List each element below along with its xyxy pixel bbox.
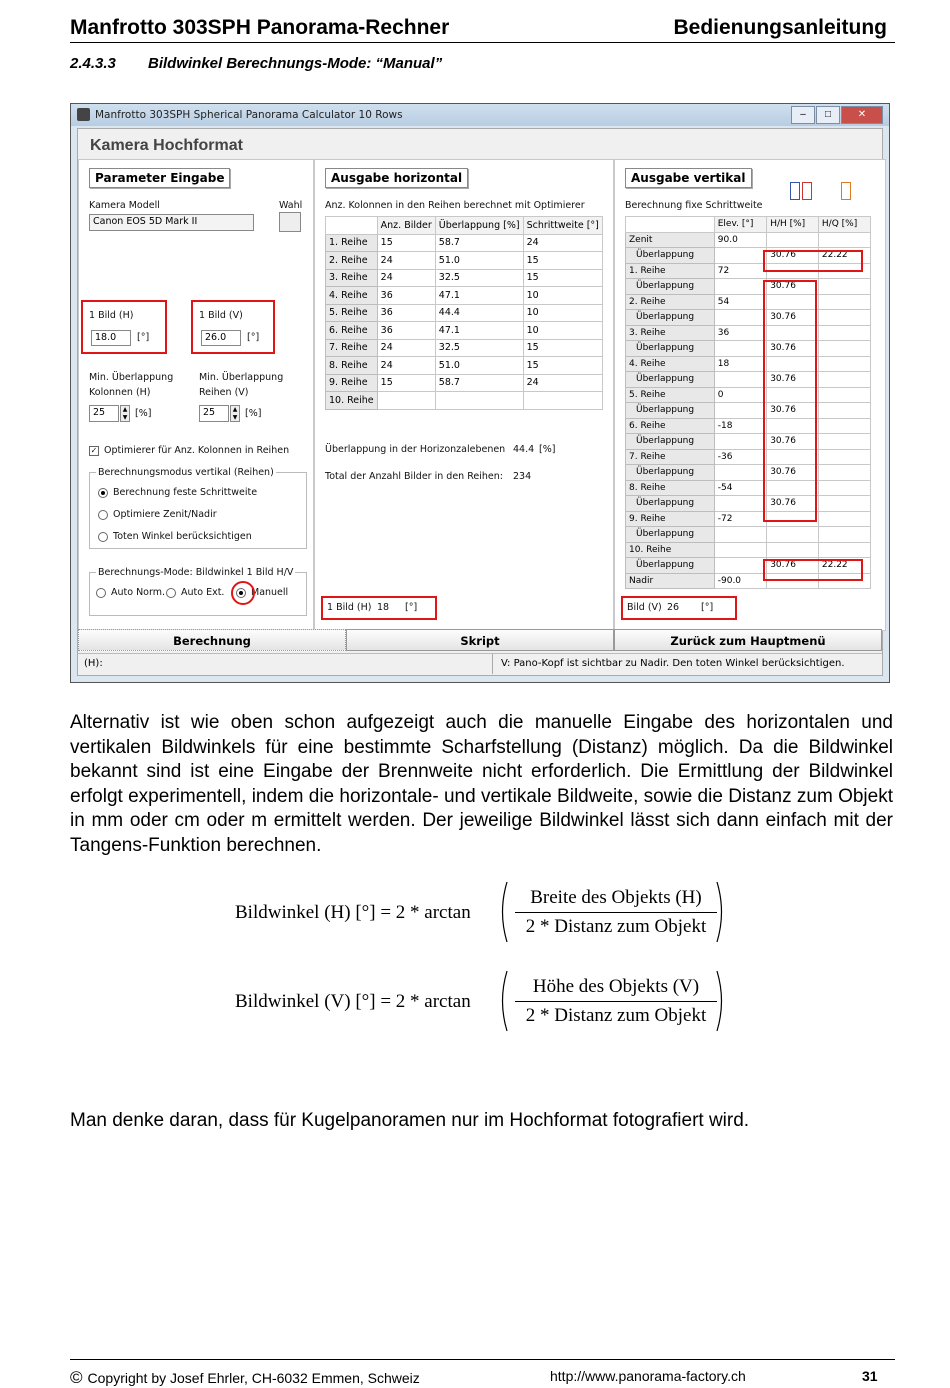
table-cell[interactable] (767, 542, 819, 558)
table-cell[interactable]: 22.22 (818, 558, 870, 574)
table-cell[interactable] (523, 392, 602, 410)
mode-bildwinkel-legend: Berechnungs-Mode: Bildwinkel 1 Bild H/V (98, 567, 294, 578)
table-cell[interactable]: 51.0 (435, 357, 523, 375)
table-cell[interactable]: 58.7 (435, 234, 523, 252)
row-label: 6. Reihe (326, 322, 378, 340)
portrait-rows-icon[interactable] (790, 182, 800, 200)
window-titlebar[interactable] (71, 104, 889, 126)
table-cell[interactable]: 54 (714, 294, 766, 310)
total-value: 234 (513, 471, 532, 482)
option-label: Manuell (251, 587, 289, 598)
table-cell[interactable]: 30.76 (767, 310, 819, 326)
table-cell[interactable]: -90.0 (714, 573, 766, 589)
section-title: Bildwinkel Berechnungs-Mode: “Manual” (148, 55, 443, 72)
table-row (326, 392, 603, 410)
vgrid-column-header: H/H [%] (767, 217, 819, 233)
minimize-button[interactable]: – (791, 106, 815, 124)
mode-vertical-group (89, 467, 307, 549)
table-row (326, 339, 603, 357)
section-number: 2.4.3.3 (70, 55, 116, 72)
page-header-title: Manfrotto 303SPH Panorama-Rechner (70, 16, 450, 39)
vertical-output-panel (614, 159, 886, 631)
table-cell[interactable]: 15 (523, 252, 602, 270)
horizontal-caption: Anz. Kolonnen in den Reihen berechnet mit Optimierer (325, 200, 585, 211)
table-cell[interactable] (818, 418, 870, 434)
vgrid-column-header: H/Q [%] (818, 217, 870, 233)
app-window (70, 103, 890, 683)
formula-h-fraction (513, 884, 719, 941)
optimizer-label: Optimierer für Anz. Kolonnen in Reihen (104, 445, 290, 456)
table-cell[interactable]: 15 (523, 357, 602, 375)
table-cell[interactable]: 58.7 (435, 374, 523, 392)
highlight-zenit-overlap (763, 250, 863, 272)
table-row (326, 322, 603, 340)
table-row (626, 496, 871, 512)
camera-model-label: Kamera Modell (89, 200, 160, 211)
horizontal-table (325, 216, 603, 410)
overlap-label: Überlappung in der Horizonzalebenen (325, 444, 506, 455)
overlap-value: 44.4 (513, 444, 535, 455)
radio-icon (166, 588, 176, 598)
table-row (626, 356, 871, 372)
table-cell[interactable]: 18 (714, 356, 766, 372)
mode-bildwinkel-group (89, 567, 307, 616)
table-cell[interactable] (818, 449, 870, 465)
row-label: Überlappung (626, 496, 715, 512)
table-cell[interactable]: 30.76 (767, 558, 819, 574)
row-label: Nadir (626, 573, 715, 589)
window-title: Manfrotto 303SPH Spherical Panorama Calculator 10 Rows (95, 109, 403, 121)
table-cell[interactable] (714, 279, 766, 295)
table-row (326, 357, 603, 375)
table-cell[interactable] (818, 310, 870, 326)
bild-h-label: 1 Bild (H) (89, 310, 134, 321)
table-row (626, 403, 871, 419)
bild-v-output-unit: [°] (701, 602, 714, 613)
table-cell[interactable]: 30.76 (767, 403, 819, 419)
row-label: 1. Reihe (326, 234, 378, 252)
table-cell[interactable] (714, 465, 766, 481)
table-cell[interactable] (818, 341, 870, 357)
option-label: Berechnung feste Schrittweite (113, 487, 258, 498)
table-cell[interactable] (818, 496, 870, 512)
option-label: Toten Winkel berücksichtigen (113, 531, 252, 542)
table-cell[interactable] (818, 279, 870, 295)
table-row (326, 287, 603, 305)
radio-icon (98, 532, 108, 542)
bild-v-output-label: Bild (V) (627, 602, 662, 613)
table-cell[interactable] (818, 325, 870, 341)
hgrid-column-header (326, 217, 378, 235)
min-rows-spinner[interactable]: ▲ ▼ (230, 405, 240, 422)
table-cell[interactable]: -18 (714, 418, 766, 434)
table-row (326, 252, 603, 270)
table-cell[interactable] (818, 434, 870, 450)
table-cell[interactable] (714, 403, 766, 419)
min-rows-label: Min. Überlappung (199, 372, 284, 383)
left-paren-icon (497, 880, 509, 944)
table-cell[interactable]: 30.76 (767, 372, 819, 388)
copyright-text: Copyright by Josef Ehrler, CH-6032 Emmen, Schweiz (87, 1370, 420, 1386)
paragraph-note: Man denke daran, dass für Kugelpanoramen nur im Hochformat fotografiert wird. (70, 1110, 750, 1131)
table-cell[interactable]: 72 (714, 263, 766, 279)
table-row (626, 279, 871, 295)
vgrid-column-header (626, 217, 715, 233)
row-label: 3. Reihe (626, 325, 715, 341)
row-label: 8. Reihe (626, 480, 715, 496)
camera-app-icon (77, 108, 90, 121)
table-row (626, 434, 871, 450)
right-paren-icon (715, 880, 727, 944)
table-cell[interactable] (714, 341, 766, 357)
table-row (626, 232, 871, 248)
table-cell[interactable]: 24 (377, 269, 435, 287)
table-cell[interactable]: 51.0 (435, 252, 523, 270)
option-label: Auto Ext. (181, 587, 225, 598)
formula-v-numerator: Höhe des Objekts (V) (532, 976, 700, 997)
paragraph-intro: Alternativ ist wie oben schon aufgezeigt auch die manuelle Eingabe des horizontalen und vertikalen Bildwinkels für eine bestimmte Scharfstellung (Distanz) möglich. Da die Bildwinkel bekannt sind ist eine Eingabe der Brennweite nicht erforderlich. Die Ermittlung der Bildwinkel erfolgt experimentell, indem die horizontale- und vertikale Bildweite, sowie die Distanz zum Objekt in mm oder cm oder m ermittelt werden. Der jeweilige Bildwinkel lässt sich dann einfach mit der Tangens-Funktion berechnen. (70, 712, 893, 856)
highlight-row-overlaps (763, 280, 817, 522)
table-row (626, 480, 871, 496)
table-cell[interactable] (714, 542, 766, 558)
table-cell[interactable] (818, 480, 870, 496)
row-label: 7. Reihe (626, 449, 715, 465)
footer-copyright (70, 1368, 420, 1388)
table-row (626, 465, 871, 481)
min-cols-unit: [%] (135, 408, 152, 419)
horizontal-output-panel (314, 159, 614, 631)
bild-v-label: 1 Bild (V) (199, 310, 243, 321)
bild-v-unit: [°] (247, 332, 260, 343)
radio-selected-icon (98, 488, 108, 498)
table-cell[interactable]: 36 (377, 304, 435, 322)
row-label: 10. Reihe (326, 392, 378, 410)
table-cell[interactable] (714, 558, 766, 574)
table-row (626, 325, 871, 341)
bild-v-output-value: 26 (667, 602, 680, 613)
hgrid-column-header: Anz. Bilder (377, 217, 435, 235)
table-cell[interactable] (818, 465, 870, 481)
highlight-manuell-radio (231, 581, 255, 605)
table-cell[interactable]: 30.76 (767, 434, 819, 450)
min-cols-label: Min. Überlappung (89, 372, 174, 383)
back-to-main-menu-button[interactable]: Zurück zum Hauptmenü (614, 629, 882, 651)
parameter-eingabe-button[interactable]: Parameter Eingabe (89, 168, 230, 188)
row-label: 2. Reihe (626, 294, 715, 310)
table-cell[interactable] (818, 527, 870, 543)
mode-vertical-option-1[interactable] (98, 487, 257, 498)
bild-h-output-label: 1 Bild (H) (327, 602, 372, 613)
overlap-unit: [%] (539, 444, 556, 455)
table-row (626, 511, 871, 527)
row-label: 3. Reihe (326, 269, 378, 287)
header-rule (70, 42, 895, 43)
min-rows-label-2: Reihen (V) (199, 387, 249, 398)
left-paren-icon (497, 969, 509, 1033)
mode-auto-ext[interactable] (166, 587, 224, 598)
wahl-label: Wahl (279, 200, 303, 211)
table-row (626, 372, 871, 388)
formula-h-lhs: Bildwinkel (H) [°] = 2 * arctan (235, 902, 471, 923)
table-row (626, 527, 871, 543)
option-label: Auto Norm. (111, 587, 166, 598)
min-rows-unit: [%] (245, 408, 262, 419)
table-row (626, 449, 871, 465)
table-cell[interactable] (767, 232, 819, 248)
bild-h-input[interactable]: 18.0 (91, 330, 131, 346)
formula-v-denominator: 2 * Distanz zum Objekt (525, 1005, 707, 1026)
row-label: 8. Reihe (326, 357, 378, 375)
vgrid-header-row (626, 217, 871, 233)
table-cell[interactable] (714, 310, 766, 326)
table-cell[interactable]: 44.4 (435, 304, 523, 322)
vertical-caption: Berechnung fixe Schrittweite (625, 200, 763, 211)
right-paren-icon (715, 969, 727, 1033)
table-cell[interactable] (377, 392, 435, 410)
row-label: 9. Reihe (626, 511, 715, 527)
status-right: V: Pano-Kopf ist sichtbar zu Nadir. Den toten Winkel berücksichtigen. (492, 654, 845, 674)
total-label: Total der Anzahl Bilder in den Reihen: (325, 471, 503, 482)
formula-v-lhs: Bildwinkel (V) [°] = 2 * arctan (235, 991, 471, 1012)
table-cell[interactable] (714, 248, 766, 264)
mode-vertical-legend: Berechnungsmodus vertikal (Reihen) (98, 467, 274, 478)
ausgabe-horizontal-button[interactable]: Ausgabe horizontal (325, 168, 468, 188)
formula-h-denominator: 2 * Distanz zum Objekt (525, 916, 707, 937)
table-cell[interactable]: -54 (714, 480, 766, 496)
row-label: 6. Reihe (626, 418, 715, 434)
table-cell[interactable]: -72 (714, 511, 766, 527)
berechnung-button[interactable]: Berechnung (78, 629, 346, 651)
optimizer-checkbox[interactable] (89, 445, 289, 456)
row-label: 5. Reihe (326, 304, 378, 322)
highlight-nadir-overlap (763, 559, 863, 581)
table-cell[interactable] (818, 542, 870, 558)
row-label: Zenit (626, 232, 715, 248)
status-left: (H): (84, 658, 103, 669)
section-heading (70, 55, 442, 72)
bild-h-unit: [°] (137, 332, 150, 343)
window-client (77, 128, 883, 676)
table-cell[interactable] (818, 356, 870, 372)
bild-v-input[interactable]: 26.0 (201, 330, 241, 346)
table-cell[interactable]: 36 (377, 287, 435, 305)
wahl-button[interactable] (279, 212, 301, 232)
row-label: Überlappung (626, 248, 715, 264)
table-row (626, 418, 871, 434)
table-cell[interactable]: 10 (523, 322, 602, 340)
formula-v-fraction (513, 973, 719, 1030)
bottom-button-bar (78, 629, 882, 651)
table-cell[interactable] (818, 387, 870, 403)
footer-url[interactable]: http://www.panorama-factory.ch (550, 1368, 746, 1384)
row-label: Überlappung (626, 310, 715, 326)
row-label: 9. Reihe (326, 374, 378, 392)
row-label: 5. Reihe (626, 387, 715, 403)
mode-auto-norm[interactable] (96, 587, 165, 598)
check-icon: ✓ (90, 445, 98, 455)
table-cell[interactable]: 30.76 (767, 496, 819, 512)
table-row (326, 374, 603, 392)
row-label: 1. Reihe (626, 263, 715, 279)
row-label: Überlappung (626, 465, 715, 481)
table-cell[interactable]: 36 (714, 325, 766, 341)
table-cell[interactable]: 15 (523, 339, 602, 357)
min-cols-label-2: Kolonnen (H) (89, 387, 151, 398)
table-cell[interactable]: 24 (377, 339, 435, 357)
camera-model-field[interactable]: Canon EOS 5D Mark II (89, 214, 254, 231)
row-label: Überlappung (626, 434, 715, 450)
table-cell[interactable] (714, 496, 766, 512)
table-row (626, 387, 871, 403)
table-cell[interactable]: 47.1 (435, 322, 523, 340)
table-cell[interactable]: 24 (377, 252, 435, 270)
min-cols-input[interactable]: 25 (89, 405, 119, 422)
table-cell[interactable] (818, 372, 870, 388)
row-label: 10. Reihe (626, 542, 715, 558)
row-label: 4. Reihe (626, 356, 715, 372)
table-cell[interactable] (714, 527, 766, 543)
table-cell[interactable]: 90.0 (714, 232, 766, 248)
table-cell[interactable]: 24 (523, 234, 602, 252)
page-header-right: Bedienungsanleitung (673, 16, 887, 39)
table-row (626, 341, 871, 357)
mode-vertical-option-2[interactable] (98, 509, 217, 520)
table-cell[interactable]: 30.76 (767, 248, 819, 264)
ausgabe-vertikal-button[interactable]: Ausgabe vertikal (625, 168, 752, 188)
table-cell[interactable]: 36 (377, 322, 435, 340)
table-cell[interactable]: 22.22 (818, 248, 870, 264)
row-label: Überlappung (626, 558, 715, 574)
table-row (626, 294, 871, 310)
table-cell[interactable] (818, 232, 870, 248)
table-cell[interactable]: 30.76 (767, 465, 819, 481)
table-cell[interactable]: 32.5 (435, 269, 523, 287)
mode-vertical-option-3[interactable] (98, 531, 252, 542)
radio-icon (98, 510, 108, 520)
parameter-panel (78, 159, 314, 631)
table-cell[interactable]: 30.76 (767, 341, 819, 357)
table-cell[interactable]: 15 (377, 234, 435, 252)
table-cell[interactable]: 24 (523, 374, 602, 392)
row-label: 4. Reihe (326, 287, 378, 305)
table-row (626, 310, 871, 326)
formula-h-numerator: Breite des Objekts (H) (530, 887, 702, 908)
hgrid-column-header: Überlappung [%] (435, 217, 523, 235)
table-cell[interactable]: 30.76 (767, 279, 819, 295)
table-cell[interactable]: 47.1 (435, 287, 523, 305)
row-label: Überlappung (626, 279, 715, 295)
table-cell[interactable] (818, 403, 870, 419)
table-cell[interactable]: -36 (714, 449, 766, 465)
min-cols-spinner[interactable]: ▲ ▼ (120, 405, 130, 422)
option-label: Optimiere Zenit/Nadir (113, 509, 217, 520)
table-cell[interactable] (714, 434, 766, 450)
table-cell[interactable] (818, 511, 870, 527)
table-cell[interactable]: 24 (377, 357, 435, 375)
table-cell[interactable] (435, 392, 523, 410)
row-label: 7. Reihe (326, 339, 378, 357)
status-bar (78, 653, 882, 674)
table-row (626, 542, 871, 558)
table-cell[interactable]: 15 (523, 269, 602, 287)
row-label: Überlappung (626, 372, 715, 388)
table-cell[interactable]: 0 (714, 387, 766, 403)
portrait-rows-icon-alt[interactable] (802, 182, 812, 200)
table-cell[interactable] (767, 527, 819, 543)
table-cell[interactable] (818, 294, 870, 310)
table-cell[interactable]: 15 (377, 374, 435, 392)
footer-rule (70, 1359, 895, 1360)
row-label: Überlappung (626, 527, 715, 543)
table-cell[interactable] (714, 372, 766, 388)
maximize-button[interactable]: □ (816, 106, 840, 124)
radio-icon (96, 588, 106, 598)
bild-h-output-unit: [°] (405, 602, 418, 613)
table-row (326, 304, 603, 322)
page-number: 31 (862, 1368, 878, 1384)
row-label: 2. Reihe (326, 252, 378, 270)
table-cell[interactable]: 10 (523, 304, 602, 322)
bild-h-output-value: 18 (377, 602, 390, 613)
table-cell[interactable]: 10 (523, 287, 602, 305)
copyright-icon: © (70, 1368, 83, 1387)
hgrid-column-header: Schrittweite [°] (523, 217, 602, 235)
table-row (326, 234, 603, 252)
table-row (326, 269, 603, 287)
row-label: Überlappung (626, 403, 715, 419)
landscape-rows-icon[interactable] (841, 182, 851, 200)
row-label: Überlappung (626, 341, 715, 357)
vgrid-column-header: Elev. [°] (714, 217, 766, 233)
table-cell[interactable]: 32.5 (435, 339, 523, 357)
window-heading: Kamera Hochformat (90, 137, 243, 154)
close-button[interactable]: ✕ (841, 106, 883, 124)
min-rows-input[interactable]: 25 (199, 405, 229, 422)
skript-button[interactable]: Skript (346, 629, 614, 651)
hgrid-header-row (326, 217, 603, 235)
